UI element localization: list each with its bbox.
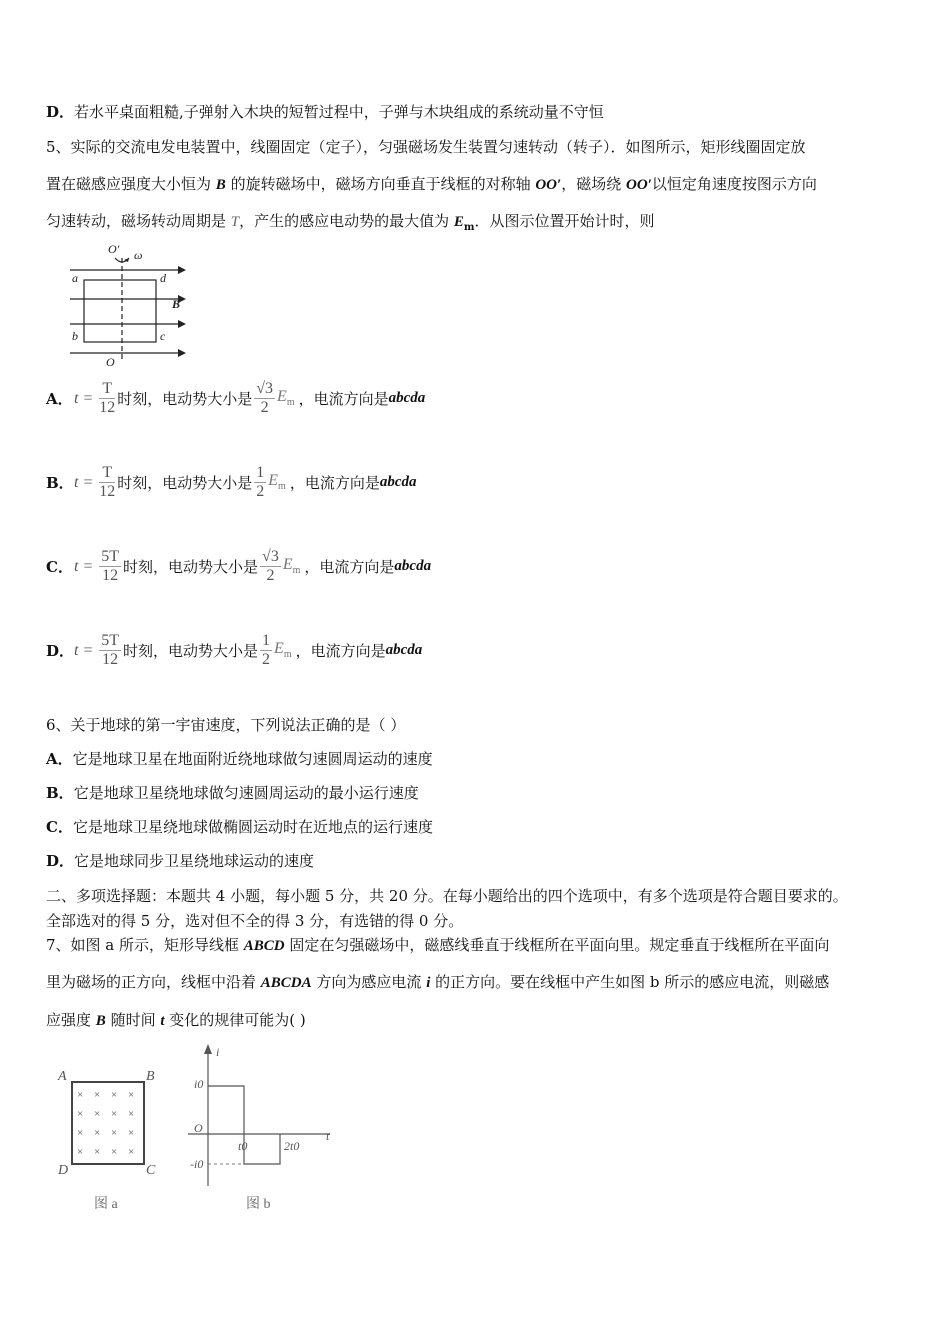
label-t0: t0 — [238, 1139, 248, 1153]
current-negative — [244, 1134, 280, 1164]
arrow-head — [178, 349, 186, 357]
field-cross: × — [111, 1146, 118, 1158]
q6-option-d: D．它是地球同步卫星绕地球运动的速度 — [46, 852, 315, 870]
label-B: B — [146, 1069, 155, 1084]
q6-option-b: B．它是地球卫星绕地球做匀速圆周运动的最小运行速度 — [46, 784, 419, 802]
figure-a-caption: 图 a — [94, 1197, 118, 1212]
label-b-field: B — [172, 297, 181, 311]
field-cross: × — [77, 1108, 84, 1120]
field-cross: × — [77, 1089, 84, 1101]
label-neg-i0: -i0 — [190, 1157, 204, 1171]
q5-figure — [60, 236, 200, 370]
label-o: O — [106, 355, 115, 369]
field-cross: × — [94, 1146, 101, 1158]
arrow-head — [178, 266, 186, 274]
q7-stem-line1: 7、如图 a 所示，矩形导线框 ABCD 固定在匀强磁场中，磁感线垂直于线框所在平面向里。规定垂直于线框所在平面向 — [46, 936, 830, 954]
label-D: D — [58, 1163, 69, 1178]
label-origin: O — [194, 1121, 203, 1135]
field-cross: × — [128, 1108, 135, 1120]
section2-line2: 全部选对的得 5 分，选对但不全的得 3 分，有选错的得 0 分。 — [46, 912, 464, 930]
field-cross: × — [77, 1146, 84, 1158]
q5-stem-line2: 置在磁感应强度大小恒为 B 的旋转磁场中，磁场方向垂直于线框的对称轴 OO′，磁场绕 OO′以恒定角速度按图示方向 — [46, 175, 817, 193]
q6-stem: 6、关于地球的第一宇宙速度，下列说法正确的是（ ） — [46, 716, 406, 734]
label-t: t — [326, 1129, 330, 1143]
field-cross: × — [77, 1127, 84, 1139]
field-cross: × — [111, 1127, 118, 1139]
arrow-head — [178, 320, 186, 328]
field-cross: × — [94, 1108, 101, 1120]
section2-line1: 二、多项选择题：本题共 4 小题，每小题 5 分，共 20 分。在每小题给出的四个选项中，有多个选项是符合题目要求的。 — [46, 887, 848, 905]
field-cross: × — [94, 1127, 101, 1139]
q5-option-a: A． t = $\frac{T}{12}$ 时刻，电动势大小是 $\frac{√3}{2}$ $E_m$ ，电流方向是 abcda — [46, 380, 426, 416]
q5-option-d: D． t = $\frac{5T}{12}$ 时刻，电动势大小是 $\frac{1}{2}$ $E_m$ ，电流方向是 abcda — [46, 632, 423, 668]
q5-stem-line1: 5、实际的交流电发电装置中，线圈固定（定子），匀强磁场发生装置匀速转动（转子）．如图所示，矩形线圈固定放 — [46, 138, 806, 156]
field-cross: × — [128, 1146, 135, 1158]
field-cross: × — [111, 1089, 118, 1101]
field-cross: × — [94, 1089, 101, 1101]
label-b: b — [72, 329, 78, 343]
field-cross: × — [111, 1108, 118, 1120]
q5-option-b: B． t = $\frac{T}{12}$ 时刻，电动势大小是 $\frac{1}{2}$ $E_m$ ，电流方向是 abcda — [46, 464, 417, 500]
option-label: D． — [46, 103, 75, 121]
field-cross: × — [128, 1089, 135, 1101]
label-c: c — [160, 329, 166, 343]
q7-stem-line3: 应强度 B 随时间 t 变化的规律可能为( ) — [46, 1011, 306, 1029]
label-omega: ω — [134, 248, 143, 262]
label-A: A — [58, 1069, 67, 1084]
q7-figure-a — [50, 1062, 170, 1222]
current-positive — [208, 1086, 244, 1134]
field-cross: × — [128, 1127, 135, 1139]
i-axis-arrow — [204, 1044, 212, 1054]
label-C: C — [146, 1163, 156, 1178]
q6-option-c: C．它是地球卫星绕地球做椭圆运动时在近地点的运行速度 — [46, 818, 433, 836]
q6-option-a: A．它是地球卫星在地面附近绕地球做匀速圆周运动的速度 — [46, 750, 433, 768]
label-o-prime: O′ — [108, 242, 120, 256]
q7-stem-line2: 里为磁场的正方向，线框中沿着 ABCDA 方向为感应电流 i 的正方向。要在线框中产生如图 b 所示的感应电流，则磁感 — [46, 973, 830, 991]
q5-option-c: C． t = $\frac{5T}{12}$ 时刻，电动势大小是 $\frac{√3}{2}$ $E_m$ ，电流方向是 abcda — [46, 548, 432, 584]
option-text: 若水平桌面粗糙,子弹射入木块的短暂过程中，子弹与木块组成的系统动量不守恒 — [74, 103, 604, 121]
label-i: i — [216, 1045, 220, 1059]
q5-stem-line3: 匀速转动，磁场转动周期是 T，产生的感应电动势的最大值为 $E_m$．从图示位置开始计时，则 — [46, 212, 655, 233]
q7-figure-b — [180, 1040, 340, 1220]
label-i0: i0 — [194, 1077, 204, 1091]
figure-b-caption: 图 b — [246, 1197, 271, 1212]
label-a: a — [72, 271, 78, 285]
q4-option-d — [46, 102, 604, 122]
coil-rect — [84, 280, 156, 342]
label-2t0: 2t0 — [284, 1139, 300, 1153]
label-d: d — [160, 271, 166, 285]
